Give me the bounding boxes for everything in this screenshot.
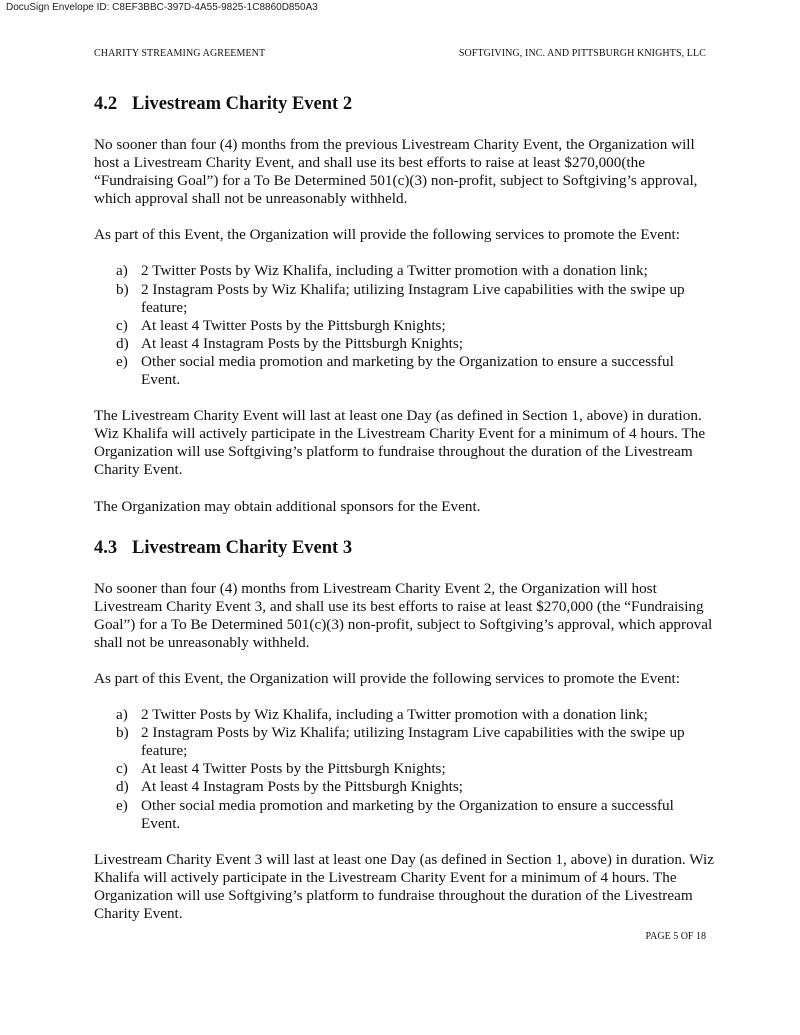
list-marker: e) (116, 796, 128, 814)
list-item (94, 706, 714, 724)
list-item-text: Other social media promotion and marketing by the Organization to ensure a successful Event. (141, 796, 674, 832)
list-marker: c) (116, 316, 128, 334)
list-marker: e) (116, 352, 128, 370)
list-marker: d) (116, 778, 129, 796)
paragraph: As part of this Event, the Organization will provide the following services to promote the Event: (94, 226, 680, 244)
list-item-text: At least 4 Twitter Posts by the Pittsburgh Knights; (141, 316, 446, 334)
paragraph: Livestream Charity Event 3 will last at least one Day (as defined in Section 1, above) in duration. Wiz Khalifa will actively participate in the Livestream Charity Event for a minimum of 4 hours. The Organization will use Softgiving’s platform to fundraise throughout the duration of the Livestream Charity Event. (94, 850, 714, 922)
section-4-2 (94, 93, 714, 516)
list-item-text: At least 4 Twitter Posts by the Pittsburgh Knights; (141, 760, 446, 778)
list-item-text: 2 Instagram Posts by Wiz Khalifa; utilizing Instagram Live capabilities with the swipe up feature; (141, 280, 685, 316)
list-item-text: Other social media promotion and marketing by the Organization to ensure a successful Event. (141, 352, 674, 389)
list-item (94, 797, 714, 833)
section-title: Livestream Charity Event 2 (132, 94, 353, 114)
list-item (94, 262, 714, 280)
list-item-text: 2 Twitter Posts by Wiz Khalifa, including a Twitter promotion with a donation link; (141, 262, 648, 280)
list-item (94, 760, 714, 778)
paragraph: The Livestream Charity Event will last at least one Day (as defined in Section 1, above) in duration. Wiz Khalifa will actively participate in the Livestream Charity Event for a minimum of 4 hours. The Organization will use Softgiving’s platform to fundraise throughout the duration of the Livestream Charity Event. (94, 407, 706, 479)
services-list (94, 706, 714, 833)
paragraph: No sooner than four (4) months from the previous Livestream Charity Event, the Organization will host a Livestream Charity Event, and shall use its best efforts to raise at least $270,000(the “Fundraising Goal”) for a To Be Determined 501(c)(3) non-profit, subject to Softgiving’s approval, which approval shall not be unreasonably withheld. (94, 136, 698, 208)
list-item-text: 2 Twitter Posts by Wiz Khalifa, including a Twitter promotion with a donation link; (141, 706, 648, 724)
paragraph: The Organization may obtain additional sponsors for the Event. (94, 497, 481, 515)
docusign-envelope-id: DocuSign Envelope ID: C8EF3BBC-397D-4A55-9825-1C8860D850A3 (6, 2, 318, 13)
section-title: Livestream Charity Event 3 (132, 537, 353, 558)
list-item-text: At least 4 Instagram Posts by the Pittsburgh Knights; (141, 334, 464, 352)
list-item (94, 353, 714, 389)
section-number: 4.2 (94, 94, 118, 114)
list-marker: a) (116, 262, 128, 280)
list-marker: d) (116, 334, 129, 352)
page-number: PAGE 5 OF 18 (645, 931, 706, 942)
page-body (94, 93, 714, 923)
list-item-text: At least 4 Instagram Posts by the Pittsburgh Knights; (141, 778, 464, 796)
header-agreement-title: CHARITY STREAMING AGREEMENT (94, 48, 266, 59)
section-4-2-heading (94, 93, 714, 115)
paragraph: No sooner than four (4) months from Livestream Charity Event 2, the Organization will host Livestream Charity Event 3, and shall use its best efforts to raise at least $270,000 (the “Fundraising Goal”) for a To Be Determined 501(c)(3) non-profit, subject to Softgiving’s approval, which approval shall not be unreasonably withheld. (94, 579, 713, 651)
list-item-text: 2 Instagram Posts by Wiz Khalifa; utilizing Instagram Live capabilities with the swipe up feature; (141, 724, 685, 760)
section-4-3 (94, 537, 714, 924)
list-item (94, 317, 714, 335)
section-4-3-heading (94, 537, 714, 559)
list-marker: a) (116, 706, 128, 724)
list-marker: c) (116, 760, 128, 778)
list-item (94, 335, 714, 353)
list-marker: b) (116, 280, 129, 298)
list-item (94, 281, 714, 317)
services-list (94, 262, 714, 389)
list-marker: b) (116, 724, 129, 742)
list-item (94, 778, 714, 796)
header-parties: SOFTGIVING, INC. AND PITTSBURGH KNIGHTS, LLC (458, 48, 706, 59)
list-item (94, 724, 714, 760)
paragraph: As part of this Event, the Organization will provide the following services to promote the Event: (94, 669, 680, 687)
section-number: 4.3 (94, 537, 118, 558)
